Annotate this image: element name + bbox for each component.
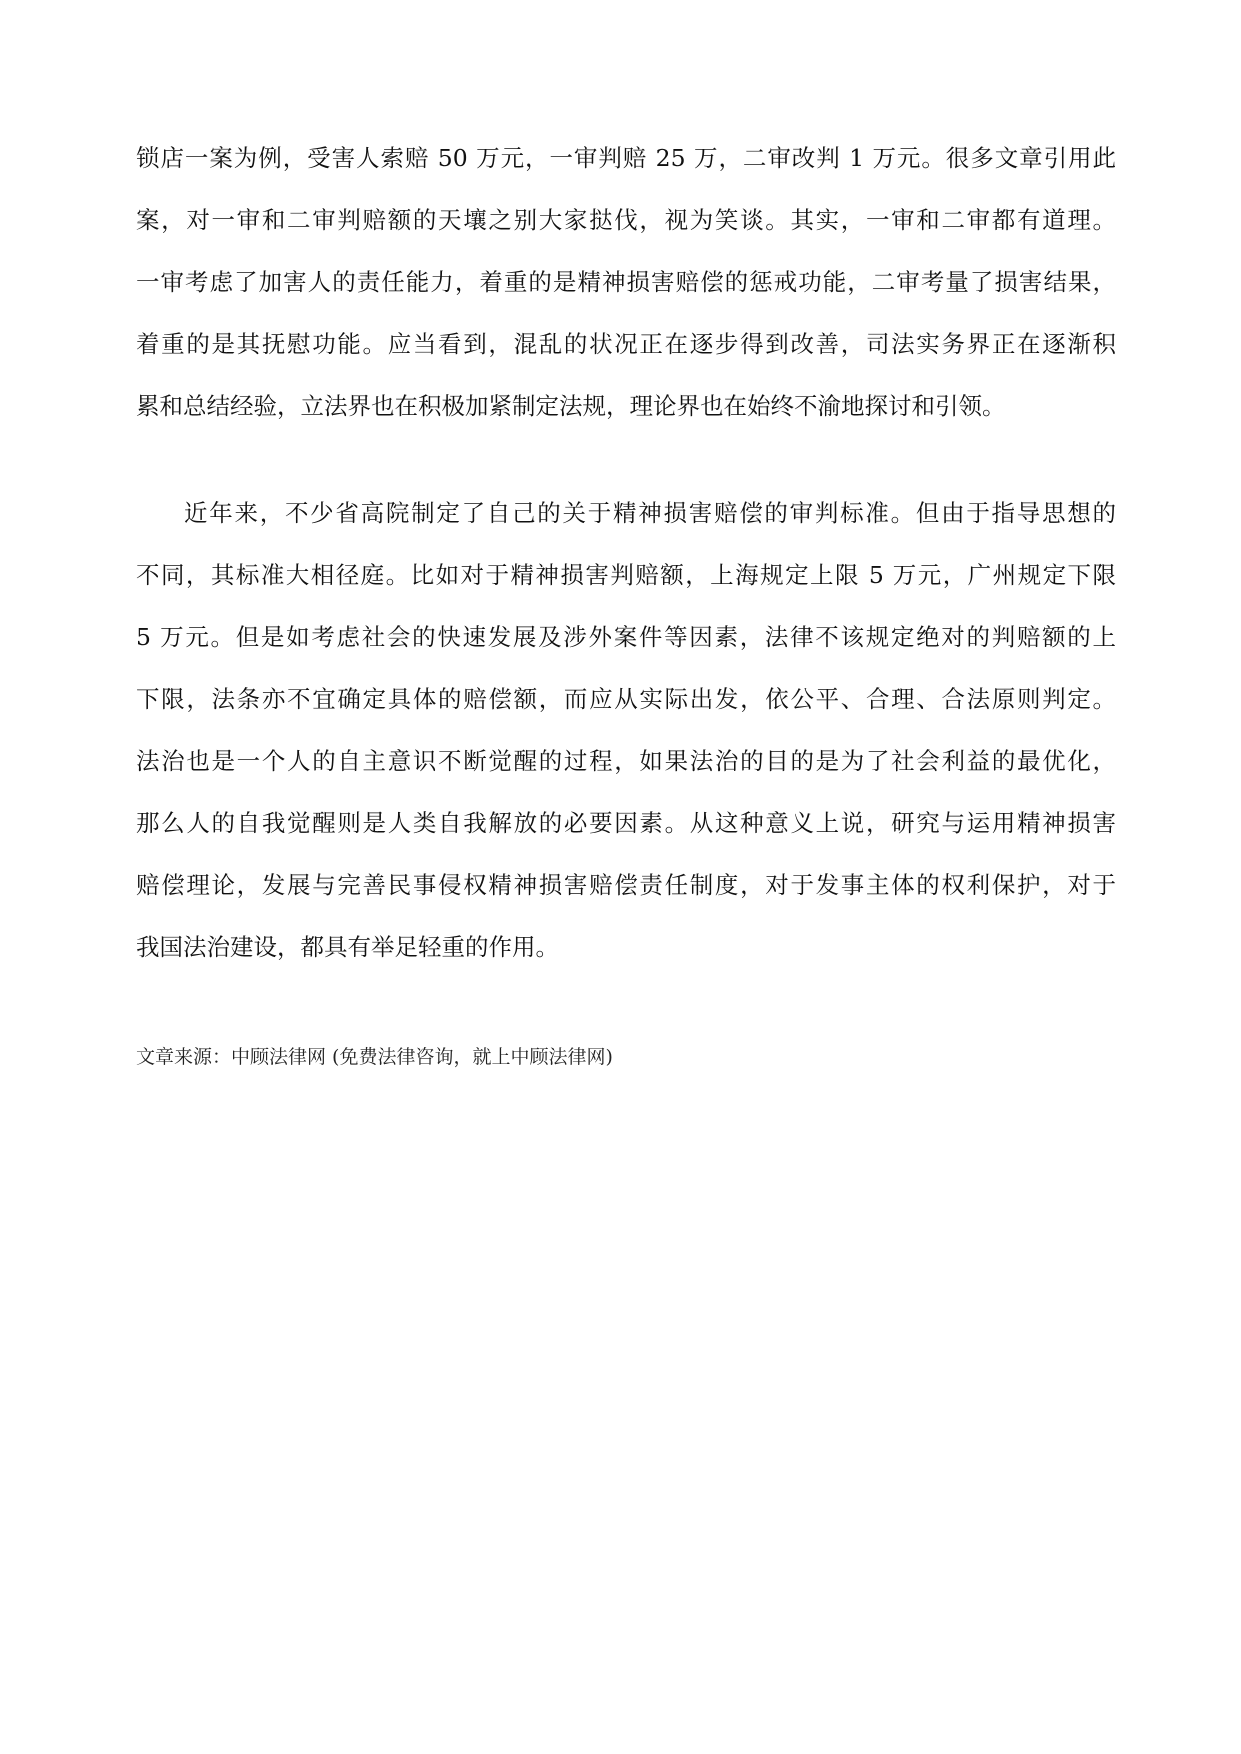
paragraph-line: 一审考虑了加害人的责任能力，着重的是精神损害赔偿的惩戒功能，二审考量了损害结果， (136, 268, 1116, 296)
paragraph-line: 法治也是一个人的自主意识不断觉醒的过程，如果法治的目的是为了社会利益的最优化， (136, 747, 1116, 775)
paragraph-line: 5 万元。但是如考虑社会的快速发展及涉外案件等因素，法律不该规定绝对的判赔额的上 (136, 623, 1116, 651)
paragraph-line: 案，对一审和二审判赔额的天壤之别大家挞伐，视为笑谈。其实，一审和二审都有道理。 (136, 206, 1116, 234)
paragraph-line: 下限，法条亦不宜确定具体的赔偿额，而应从实际出发，依公平、合理、合法原则判定。 (136, 685, 1116, 713)
paragraph-line: 累和总结经验，立法界也在积极加紧制定法规，理论界也在始终不渝地探讨和引领。 (136, 392, 1006, 420)
paragraph-line: 我国法治建设，都具有举足轻重的作用。 (136, 933, 559, 961)
paragraph-line: 那么人的自我觉醒则是人类自我解放的必要因素。从这种意义上说，研究与运用精神损害 (136, 809, 1116, 837)
paragraph-line: 近年来，不少省高院制定了自己的关于精神损害赔偿的审判标准。但由于指导思想的 (184, 499, 1116, 527)
article-source-note: 文章来源：中顾法律网 (免费法律咨询，就上中顾法律网) (136, 1046, 613, 1068)
paragraph-line: 锁店一案为例，受害人索赔 50 万元，一审判赔 25 万，二审改判 1 万元。很多文章引用此 (136, 144, 1116, 172)
paragraph-line: 不同，其标准大相径庭。比如对于精神损害判赔额，上海规定上限 5 万元，广州规定下限 (136, 561, 1116, 589)
paragraph-line: 赔偿理论，发展与完善民事侵权精神损害赔偿责任制度，对于发事主体的权利保护，对于 (136, 871, 1116, 899)
paragraph-line: 着重的是其抚慰功能。应当看到，混乱的状况正在逐步得到改善，司法实务界正在逐渐积 (136, 330, 1116, 358)
